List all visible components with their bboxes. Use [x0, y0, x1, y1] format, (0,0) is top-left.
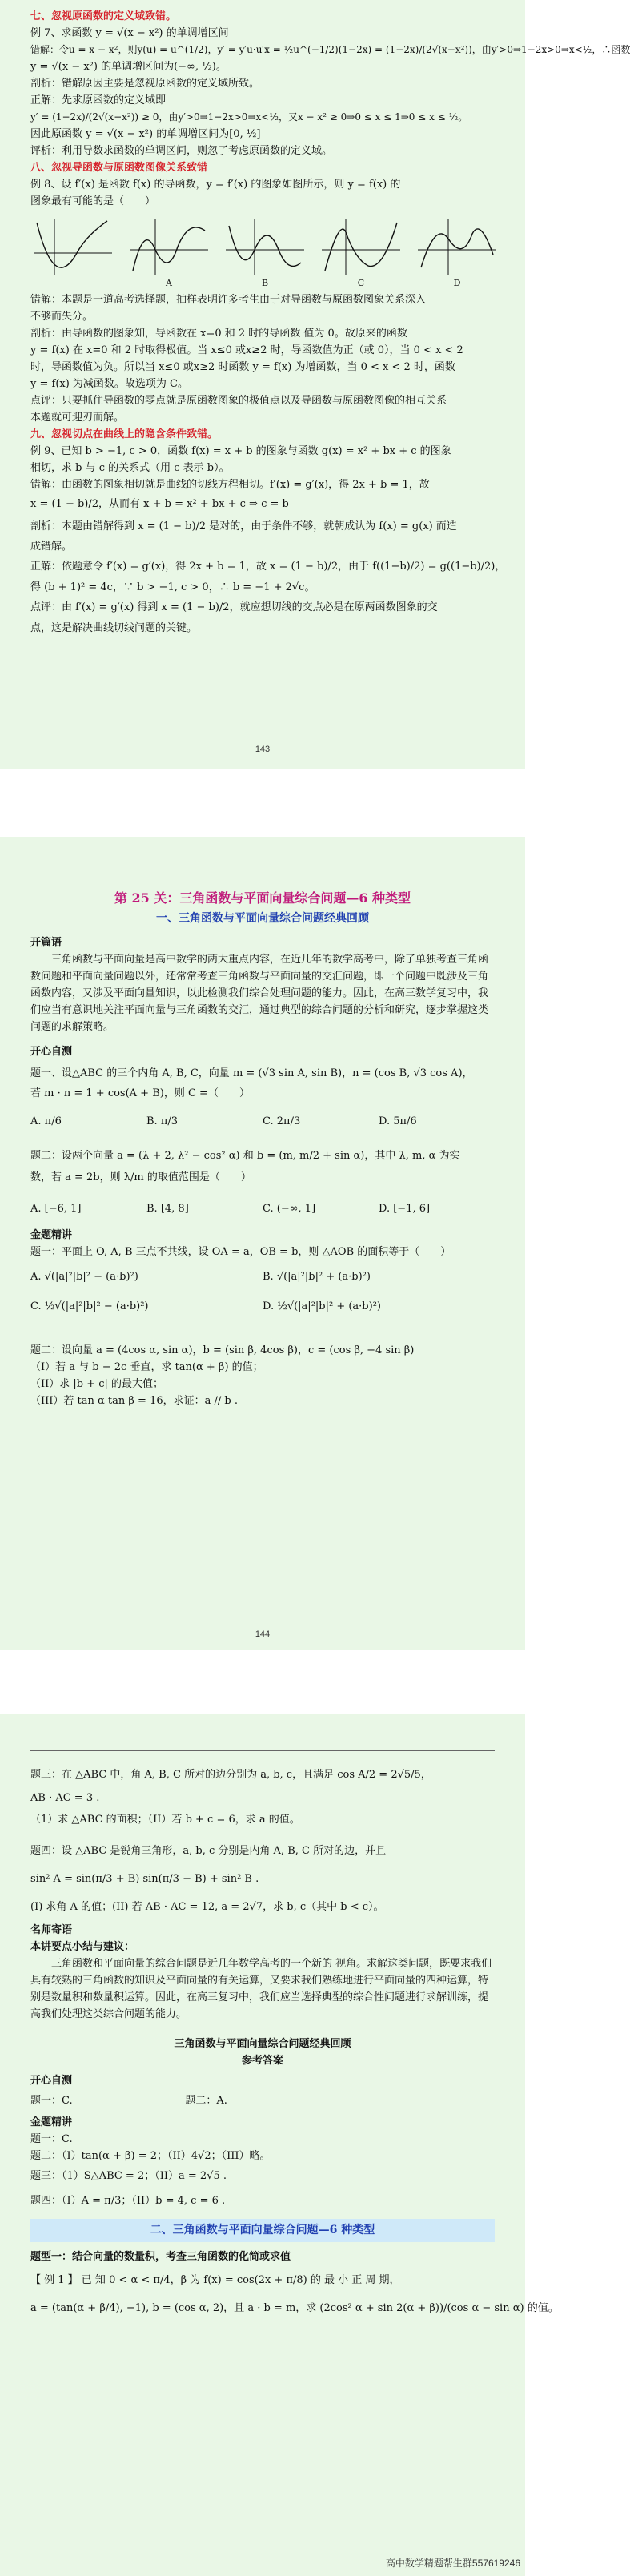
answer-lecture-2: 题二：（I）tan(α + β) = 2；（II）4√2；（III）略。 [30, 2150, 271, 2162]
wrong-solution-9-line2: x = (1 − b)/2，从而有 x + b = x² + bx + c ⇒ c = b [30, 498, 289, 510]
answers-lecture-heading: 金题精讲 [30, 2116, 73, 2128]
document-page-145 [0, 1714, 559, 2576]
lecture-question-2-part1: （I）若 a 与 b − 2c 垂直，求 tan(α + β) 的值； [30, 1361, 263, 1373]
famous-teacher-heading: 名师寄语 [30, 1924, 73, 1936]
question-1-cont: 若 m · n = 1 + cos(A + B)，则 C =（ ） [30, 1087, 250, 1099]
answers-self-test [30, 2092, 495, 2109]
self-test-heading: 开心自测 [30, 1046, 73, 1058]
q1-option-d: D. 5π/6 [379, 1115, 417, 1127]
question-2: 题二：设两个向量 a = (λ + 2, λ² − cos² α) 和 b = (m, m/2 + sin α)，其中 λ, m, α 为实 [30, 1150, 460, 1162]
analysis-8-line3: 时，导函数值为负。所以当 x≤0 或x≥2 时函数 y = f(x) 为增函数，当 0 < x < 2 时，函数 [30, 361, 455, 373]
option-d-label: D [453, 278, 461, 288]
question-4: 题四：设 △ABC 是锐角三角形，a, b, c 分别是内角 A, B, C 所对的边，并且 [30, 1845, 387, 1857]
wrong-solution-8-line2: 不够而失分。 [30, 311, 94, 323]
section-2-banner: 二、三角函数与平面向量综合问题—6 种类型 [30, 2219, 495, 2242]
review-8-line1: 点评：只要抓住导函数的零点就是原函数图象的极值点以及导函数与原函数图像的相互关系 [30, 395, 447, 407]
graph-option-a [126, 215, 211, 288]
section-title: 一、三角函数与平面向量综合问题经典回顾 [156, 912, 369, 925]
correct-solution-9-line2: 得 (b + 1)² = 4c，∵ b > −1, c > 0，∴ b = −1 + 2√c。 [30, 581, 315, 593]
analysis-7: 剖析：错解原因主要是忽视原函数的定义域所致。 [30, 78, 260, 90]
option-a-label: A [166, 278, 172, 288]
example-8-line2: 图象最有可能的是（ ） [30, 195, 156, 207]
review-9-line2: 点，这是解决曲线切线问题的关键。 [30, 622, 198, 634]
chapter-title: 第 25 关：三角函数与平面向量综合问题—6 种类型 [114, 890, 411, 906]
question-3-parts: （1）求 △ABC 的面积；（II）若 b + c = 6，求 a 的值。 [30, 1814, 300, 1826]
wrong-solution-9-line1: 错解：由函数的图象相切就是曲线的切线方程相切。f′(x) = g′(x)，得 2x + b = 1，故 [30, 479, 430, 491]
question-3-cont: AB · AC = 3 . [30, 1792, 100, 1804]
option-c-label: C [357, 278, 365, 288]
lecture-question-2: 题二：设向量 a = (4cos α, sin α)，b = (sin β, 4cos β)，c = (cos β, −4 sin β) [30, 1344, 415, 1356]
correct-solution-7-derivative: y′ = (1−2x)/(2√(x−x²)) ≥ 0，由y′>0⇒1−2x>0⇒x<½，又x − x² ≥ 0⇒0 ≤ x ≤ 1⇒0 ≤ x ≤ ½。 [30, 111, 468, 123]
lecture-question-2-part3: （III）若 tan α tan β = 16，求证：a // b . [30, 1395, 238, 1407]
graph-option-c [319, 215, 403, 288]
analysis-8-line1: 剖析：由导函数的图象知，导函数在 x=0 和 2 时的导函数 值为 0。故原来的函数 [30, 328, 407, 340]
lq1-option-d: D. ½√(|a|²|b|² + (a·b)²) [263, 1300, 381, 1312]
answers-subtitle: 参考答案 [241, 2055, 283, 2067]
answers-self-test-heading: 开心自测 [30, 2075, 73, 2087]
answers-title: 三角函数与平面向量综合问题经典回顾 [174, 2038, 351, 2050]
q2-option-d: D. [−1, 6] [379, 1203, 431, 1215]
example-9-line2: 相切，求 b 与 c 的关系式（用 c 表示 b）。 [30, 462, 230, 474]
graph-figures [30, 215, 495, 288]
section-heading-9: 九、忽视切点在曲线上的隐含条件致错。 [30, 428, 219, 440]
correct-solution-7: 正解：先求原函数的定义域即 [30, 94, 167, 106]
q2-option-b: B. [4, 8] [146, 1203, 189, 1215]
analysis-9-line1: 剖析：本题由错解得到 x = (1 − b)/2 是对的，由于条件不够，就朝成认为 f(x) = g(x) 而造 [30, 520, 457, 532]
option-b-svg [223, 215, 307, 279]
wrong-solution-7-cont: y = √(x − x²) 的单调增区间为(−∞, ½)。 [30, 61, 227, 73]
page-number: 143 [255, 745, 271, 754]
option-d-svg [415, 215, 500, 279]
section-heading-8: 八、忽视导函数与原函数图像关系致错 [30, 162, 208, 174]
graph-option-b [223, 215, 307, 288]
lecture-q1-options-row1 [30, 1268, 495, 1285]
correct-solution-7-result: 因此原函数 y = √(x − x²) 的单调增区间为[0, ½] [30, 128, 261, 140]
option-b-label: B [261, 278, 269, 288]
q2-option-c: C. (−∞, 1] [263, 1203, 316, 1215]
wrong-solution-8-line1: 错解：本题是一道高考选择题，抽样表明许多考生由于对导函数与原函数图象关系深入 [30, 294, 427, 306]
graph-option-d [415, 215, 500, 288]
type-1-heading: 题型一：结合向量的数量积，考查三角函数的化简或求值 [30, 2251, 291, 2263]
lecture-q1-options-row2 [30, 1298, 495, 1315]
lecture-heading: 金题精讲 [30, 1229, 73, 1241]
answer-2: 题二：A. [185, 2095, 227, 2107]
watermark-text: 高中数学精题帮生群557619246 [385, 2558, 520, 2569]
question-1-options [30, 1113, 495, 1130]
wrong-solution-7: 错解：令u = x − x²，则y(u) = u^(1/2)，y′ = y′u·u′x = ½u^(−1/2)(1−2x) = (1−2x)/(2√(x−x²))，由y′>0⇒1−2x>0⇒x<½，∴函数 [30, 44, 630, 55]
answer-1: 题一：C. [30, 2095, 73, 2107]
q1-option-c: C. 2π/3 [263, 1115, 301, 1127]
summary-paragraph: 三角函数和平面向量的综合问题是近几年数学高考的一个新的 视角。求解这类问题，既要求我们具有较熟的三角函数的知识及平面向量的有关运算，又要求我们熟练地进行平面向量的四种运算，特别是数量积和数量积运算。因此，在高三复习中，我们应当选择典型的综合性问题进行求解训练，提高我们处理这类综合问题的能力。 [30, 1958, 492, 2020]
answer-lecture-4: 题四：（I）A = π/3；（II）b = 4, c = 6 . [30, 2195, 226, 2207]
lq1-option-b: B. √(|a|²|b|² + (a·b)²) [263, 1271, 371, 1283]
question-1: 题一、设△ABC 的三个内角 A, B, C，向量 m = (√3 sin A, sin B)，n = (cos B, √3 cos A)， [30, 1067, 473, 1079]
lecture-question-1: 题一：平面上 O, A, B 三点不共线，设 OA = a，OB = b，则 △AOB 的面积等于（ ） [30, 1246, 451, 1258]
review-9-line1: 点评：由 f′(x) = g′(x) 得到 x = (1 − b)/2，就应想切线的交点必是在原两函数图象的交 [30, 601, 438, 613]
example-1: 【 例 1 】 已 知 0 < α < π/4，β 为 f(x) = cos(2x + π/8) 的 最 小 正 周 期， [30, 2274, 400, 2286]
review-8-line2: 本题就可迎刃而解。 [30, 412, 125, 424]
intro-label: 开篇语 [30, 937, 62, 949]
lecture-question-2-part2: （II）求 |b + c| 的最大值； [30, 1378, 164, 1390]
document-page-144 [0, 837, 525, 1650]
question-3: 题三：在 △ABC 中，角 A, B, C 所对的边分别为 a, b, c，且满足 cos A/2 = 2√5/5， [30, 1769, 431, 1781]
option-a-svg [126, 215, 211, 279]
section-heading-7: 七、忽视原函数的定义域致错。 [30, 10, 177, 22]
example-9-line1: 例 9、已知 b > −1, c > 0，函数 f(x) = x + b 的图象与函数 g(x) = x² + bx + c 的图象 [30, 445, 451, 457]
example-8-line1: 例 8、设 f′(x) 是函数 f(x) 的导函数，y = f′(x) 的图象如图所示，则 y = f(x) 的 [30, 179, 401, 191]
option-c-svg [319, 215, 403, 279]
review-7: 评析：利用导数求函数的单调区间，则忽了考虑原函数的定义域。 [30, 145, 333, 157]
lq1-option-c: C. ½√(|a|²|b|² − (a·b)²) [30, 1300, 149, 1312]
analysis-8-line4: y = f(x) 为减函数。故选项为 C。 [30, 378, 188, 390]
correct-solution-9-line1: 正解：依题意令 f′(x) = g′(x)，得 2x + b = 1，故 x = (1 − b)/2，由于 f((1−b)/2) = g((1−b)/2)， [30, 561, 506, 573]
question-4-parts: (I) 求角 A 的值；(II) 若 AB · AC = 12, a = 2√7，求 b, c（其中 b < c）。 [30, 1901, 384, 1913]
analysis-8-line2: y = f(x) 在 x=0 和 2 时取得极值。当 x≤0 或x≥2 时，导函数值为正（或 0），当 0 < x < 2 [30, 344, 463, 356]
q2-option-a: A. [−6, 1] [30, 1203, 82, 1215]
question-2-options [30, 1200, 495, 1217]
intro-paragraph: 三角函数与平面向量是高中数学的两大重点内容，在近几年的数学高考中，除了单独考查三角函数问题和平面向量问题以外，还常常考查三角函数与平面向量的交汇问题，即一个问题中既涉及三角函数内容，又涉及平面向量知识，以此检测我们综合处理问题的能力。因此，在高三数学复习中，我们应当有意识地关注平面向量与三角函数的交汇，通过典型的综合问题的分析和研究，逐步掌握这类问题的求解策略。 [30, 954, 489, 1033]
question-4-equation: sin² A = sin(π/3 + B) sin(π/3 − B) + sin² B . [30, 1873, 259, 1885]
document-page-143 [0, 0, 630, 769]
summary-label: 本讲要点小结与建议： [30, 1941, 135, 1953]
example-7: 例 7、求函数 y = √(x − x²) 的单调增区间 [30, 27, 229, 39]
graph-derivative [30, 215, 115, 288]
q1-option-b: B. π/3 [146, 1115, 179, 1127]
answer-lecture-1: 题一：C. [30, 2133, 73, 2145]
derivative-graph-svg [30, 215, 115, 279]
lq1-option-a: A. √(|a|²|b|² − (a·b)²) [30, 1271, 138, 1283]
header-rule [30, 1750, 495, 1751]
q1-option-a: A. π/6 [30, 1115, 62, 1127]
answer-lecture-3: 题三：（1）S△ABC = 2；（II）a = 2√5 . [30, 2170, 227, 2182]
page-number: 144 [255, 1630, 271, 1639]
analysis-9-line2: 成错解。 [30, 541, 73, 553]
example-1-cont: a = (tan(α + β/4), −1), b = (cos α, 2)，且 a · b = m，求 (2cos² α + sin 2(α + β))/(cos α − sin α) 的值。 [30, 2302, 559, 2314]
question-2-cont: 数，若 a = 2b，则 λ/m 的取值范围是（ ） [30, 1171, 251, 1184]
